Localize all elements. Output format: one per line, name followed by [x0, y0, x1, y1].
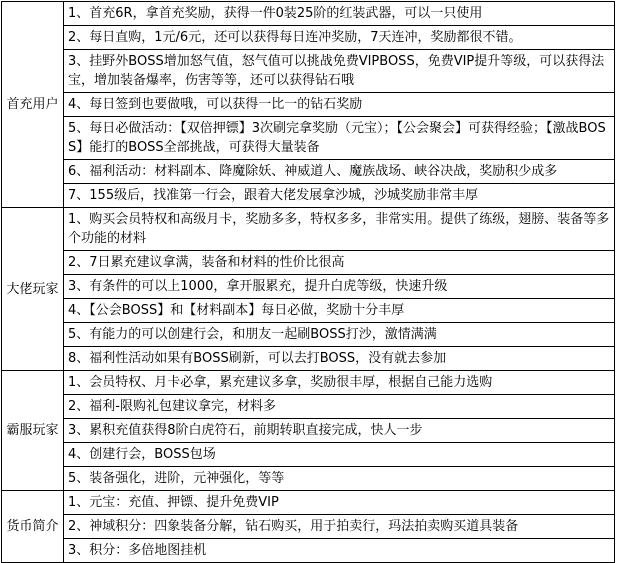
item-cell: 4、【公会BOSS】和【材料副本】每日必做，奖励十分丰厚	[64, 299, 615, 323]
item-cell: 1、首充6R，拿首充奖励，获得一件0装25阶的红装武器，可以一只使用	[64, 2, 615, 26]
table-row	[2, 184, 615, 208]
table-row	[2, 419, 615, 443]
item-cell: 4、创建行会，BOSS包场	[64, 443, 615, 467]
table-row	[2, 275, 615, 299]
table-row	[2, 323, 615, 347]
table-row	[2, 539, 615, 563]
item-cell: 5、有能力的可以创建行会，和朋友一起刷BOSS打沙，激情满满	[64, 323, 615, 347]
table-row	[2, 93, 615, 117]
table-row	[2, 2, 615, 26]
table-row	[2, 491, 615, 515]
table-row	[2, 50, 615, 93]
table-row	[2, 443, 615, 467]
category-cell: 大佬玩家	[2, 208, 64, 371]
item-cell: 1、会员特权、月卡必拿，累充建议多拿，奖励很丰厚，根据自己能力选购	[64, 371, 615, 395]
guide-table	[1, 1, 615, 563]
table-row	[2, 371, 615, 395]
item-cell: 5、装备强化，进阶，元神强化，等等	[64, 467, 615, 491]
table-row	[2, 395, 615, 419]
item-cell: 1、购买会员特权和高级月卡，奖励多多，特权多多，非常实用。提供了练级，翅膀、装备等多个功能的材料	[64, 208, 615, 251]
category-cell: 货币简介	[2, 491, 64, 563]
table-row	[2, 160, 615, 184]
table-row	[2, 515, 615, 539]
item-cell: 3、累积充值获得8阶白虎符石，前期转职直接完成，快人一步	[64, 419, 615, 443]
category-cell: 首充用户	[2, 2, 64, 208]
item-cell: 2、每日直购，1元/6元，还可以获得每日连冲奖励，7天连冲，奖励都很不错。	[64, 26, 615, 50]
item-cell: 3、有条件的可以上1000，拿开服累充，提升白虎等级，快速升级	[64, 275, 615, 299]
item-cell: 5、每日必做活动：【双倍押镖】3次刷完拿奖励（元宝）；【公会聚会】可获得经验；【激战BOSS】能打的BOSS全部挑战，可获得大量装备	[64, 117, 615, 160]
table-row	[2, 251, 615, 275]
item-cell: 7、155级后，找准第一行会，跟着大佬发展拿沙城，沙城奖励非常丰厚	[64, 184, 615, 208]
item-cell: 3、积分：多倍地图挂机	[64, 539, 615, 563]
item-cell: 6、福利活动：材料副本、降魔除妖、神威道人、魔族战场、峡谷决战，奖励积少成多	[64, 160, 615, 184]
table-row	[2, 26, 615, 50]
item-cell: 2、福利-限购礼包建议拿完，材料多	[64, 395, 615, 419]
item-cell: 2、7日累充建议拿满，装备和材料的性价比很高	[64, 251, 615, 275]
table-row	[2, 117, 615, 160]
item-cell: 1、元宝：充值、押镖、提升免费VIP	[64, 491, 615, 515]
table-row	[2, 299, 615, 323]
item-cell: 3、挂野外BOSS增加怒气值，怒气值可以挑战免费VIPBOSS，免费VIP提升等级，可以获得法宝，增加装备爆率，伤害等等，还可以获得钻石哦	[64, 50, 615, 93]
item-cell: 8、福利性活动如果有BOSS刷新，可以去打BOSS，没有就去参加	[64, 347, 615, 371]
table-row	[2, 467, 615, 491]
item-cell: 4、每日签到也要做哦，可以获得一比一的钻石奖励	[64, 93, 615, 117]
table-row	[2, 347, 615, 371]
item-cell: 2、神域积分：四象装备分解，钻石购买，用于拍卖行，玛法拍卖购买道具装备	[64, 515, 615, 539]
table-row	[2, 208, 615, 251]
category-cell: 霸服玩家	[2, 371, 64, 491]
